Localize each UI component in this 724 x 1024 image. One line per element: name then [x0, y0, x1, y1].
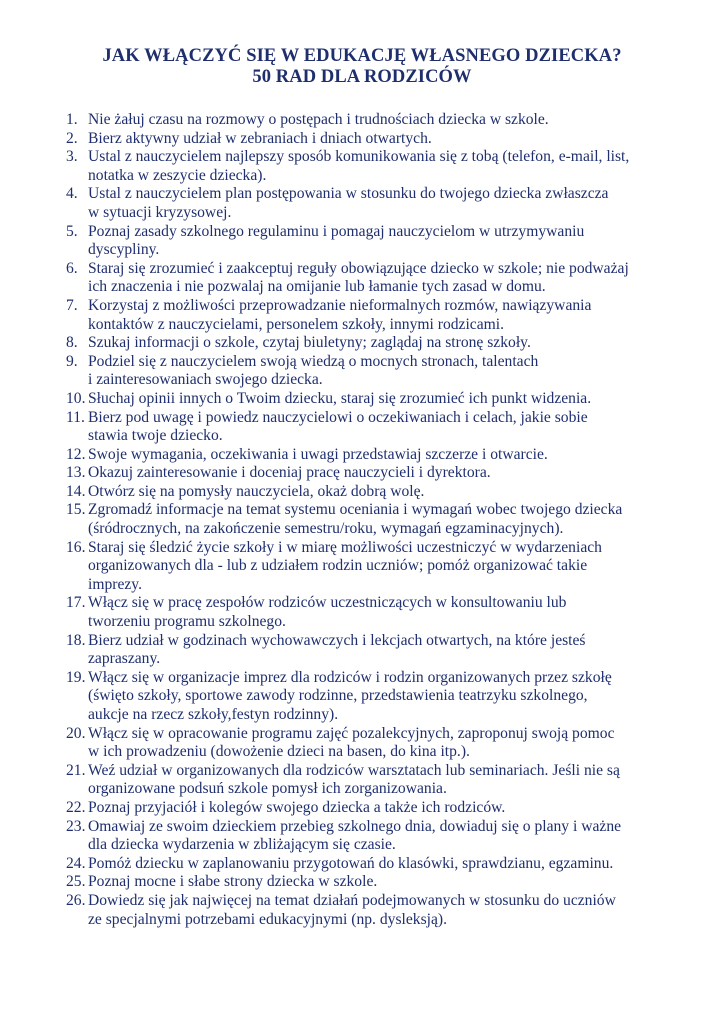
list-item-number: 2. [66, 129, 78, 147]
list-item-text: Weź udział w organizowanych dla rodziców warsztatach lub seminariach. Jeśli nie są organizowane podsuń szkole pomysł ich zorganizowania. [88, 761, 620, 798]
list-item-text: Włącz się w pracę zespołów rodziców uczestniczących w konsultowaniu lub tworzeniu programu szkolnego. [88, 594, 567, 631]
list-item-text: Zgromadź informacje na temat systemu oceniania i wymagań wobec twojego dziecka (śródrocznych, na zakończenie semestru/roku, wymagań egzaminacyjnych). [88, 501, 623, 538]
list-item [66, 446, 706, 465]
list-item-number: 12. [66, 445, 86, 463]
list-item-number: 3. [66, 148, 78, 166]
list-item-text: Słuchaj opinii innych o Twoim dziecku, staraj się zrozumieć ich punkt widzenia. [88, 389, 592, 407]
list-item-number: 14. [66, 482, 86, 500]
list-item-number: 21. [66, 761, 86, 779]
list-item [66, 539, 706, 595]
list-item-text: Omawiaj ze swoim dzieckiem przebieg szkolnego dnia, dowiaduj się o plany i ważne dla dziecka wydarzenia w zbliżającym się czasie. [88, 817, 622, 854]
list-item [66, 501, 706, 538]
advice-list [66, 111, 706, 929]
list-item [66, 632, 706, 669]
list-item [66, 855, 706, 874]
document-title-line-1: JAK WŁĄCZYĆ SIĘ W EDUKACJĘ WŁASNEGO DZIECKA? [102, 46, 622, 66]
list-item [66, 260, 706, 297]
list-item [66, 799, 706, 818]
list-item-text: Poznaj przyjaciół i kolegów swojego dziecka a także ich rodziców. [88, 798, 506, 816]
list-item-number: 16. [66, 538, 86, 556]
list-item [66, 130, 706, 149]
list-item-text: Poznaj mocne i słabe strony dziecka w szkole. [88, 873, 378, 891]
list-item [66, 892, 706, 929]
list-item-number: 5. [66, 222, 78, 240]
list-item-text: Ustal z nauczycielem najlepszy sposób komunikowania się z tobą (telefon, e-mail, list, notatka w zeszycie dziecka). [88, 148, 630, 184]
list-item-text: Staraj się zrozumieć i zaakceptuj reguły obowiązujące dziecko w szkole; nie podważaj ich znaczenia i nie pozwalaj na omijanie lub łamanie tych zasad w domu. [88, 259, 629, 296]
list-item-number: 7. [66, 296, 78, 314]
list-item-text: Swoje wymagania, oczekiwania i uwagi przedstawiaj szczerze i otwarcie. [88, 445, 548, 463]
list-item-number: 13. [66, 464, 86, 482]
list-item-number: 10. [66, 389, 86, 407]
list-item [66, 464, 706, 483]
list-item [66, 594, 706, 631]
list-item-text: Ustal z nauczycielem plan postępowania w stosunku do twojego dziecka zwłaszcza w sytuacji kryzysowej. [88, 185, 609, 221]
list-item [66, 725, 706, 762]
list-item [66, 818, 706, 855]
list-item [66, 223, 706, 260]
list-item [66, 148, 706, 185]
list-item-text: Staraj się śledzić życie szkoły i w miarę możliwości uczestniczyć w wydarzeniach organizowanych dla - lub z udziałem rodzin uczniów; pomóż organizować takie imprezy. [88, 538, 602, 593]
list-item-text: Włącz się w organizacje imprez dla rodziców i rodzin organizowanych przez szkołę (święto szkoły, sportowe zawody rodzinne, przedstawienia teatrzyku szkolnego, aukcje na rzecz szkoły,festyn rodzinny). [88, 668, 612, 723]
list-item-text: Bierz pod uwagę i powiedz nauczycielowi o oczekiwaniach i celach, jakie sobie stawia twoje dziecko. [88, 408, 588, 445]
list-item [66, 297, 706, 334]
list-item [66, 334, 706, 353]
list-item-text: Nie żałuj czasu na rozmowy o postępach i trudnościach dziecka w szkole. [88, 111, 549, 128]
list-item-number: 18. [66, 631, 86, 649]
list-item-number: 6. [66, 259, 78, 277]
list-item-text: Otwórz się na pomysły nauczyciela, okaż dobrą wolę. [88, 482, 425, 500]
list-item-text: Podziel się z nauczycielem swoją wiedzą o mocnych stronach, talentach i zainteresowaniach swojego dziecka. [88, 352, 539, 389]
list-item-text: Bierz aktywny udział w zebraniach i dniach otwartych. [88, 129, 432, 147]
list-item-number: 23. [66, 817, 86, 835]
list-item-number: 11. [66, 408, 85, 426]
list-item-number: 19. [66, 668, 86, 686]
list-item [66, 111, 706, 130]
list-item [66, 185, 706, 222]
list-item [66, 669, 706, 725]
list-item-text: Bierz udział w godzinach wychowawczych i lekcjach otwartych, na które jesteś zapraszany. [88, 631, 586, 668]
list-item-text: Dowiedz się jak najwięcej na temat działań podejmowanych w stosunku do uczniów ze specjalnymi potrzebami edukacyjnymi (np. dysleksją). [88, 891, 616, 928]
list-item-text: Okazuj zainteresowanie i doceniaj pracę nauczycieli i dyrektora. [88, 464, 491, 482]
list-item-text: Korzystaj z możliwości przeprowadzanie nieformalnych rozmów, nawiązywania kontaktów z nauczycielami, personelem szkoły, innymi rodzicami. [88, 296, 592, 333]
list-item-text: Poznaj zasady szkolnego regulaminu i pomagaj nauczycielom w utrzymywaniu dyscypliny. [88, 222, 585, 259]
list-item-number: 15. [66, 501, 86, 519]
list-item-number: 9. [66, 352, 78, 370]
list-item [66, 873, 706, 892]
list-item-number: 17. [66, 594, 86, 612]
list-item [66, 483, 706, 502]
list-item [66, 390, 706, 409]
list-item-number: 25. [66, 873, 86, 891]
list-item-number: 20. [66, 724, 86, 742]
list-item-number: 4. [66, 185, 78, 203]
list-item [66, 762, 706, 799]
list-item-text: Szukaj informacji o szkole, czytaj biuletyny; zaglądaj na stronę szkoły. [88, 334, 531, 352]
list-item-number: 26. [66, 891, 86, 909]
list-item-number: 22. [66, 798, 86, 816]
list-item-number: 8. [66, 334, 78, 352]
list-item-text: Pomóż dziecku w zaplanowaniu przygotowań do klasówki, sprawdzianu, egzaminu. [88, 854, 614, 872]
document-title-line-2: 50 RAD DLA RODZICÓW [252, 67, 472, 87]
list-item-number: 24. [66, 854, 86, 872]
list-item-number: 1. [66, 111, 78, 128]
list-item-text: Włącz się w opracowanie programu zajęć pozalekcyjnych, zaproponuj swoją pomoc w ich prowadzeniu (dowożenie dzieci na basen, do kina itp.). [88, 724, 615, 761]
list-item [66, 409, 706, 446]
list-item [66, 353, 706, 390]
